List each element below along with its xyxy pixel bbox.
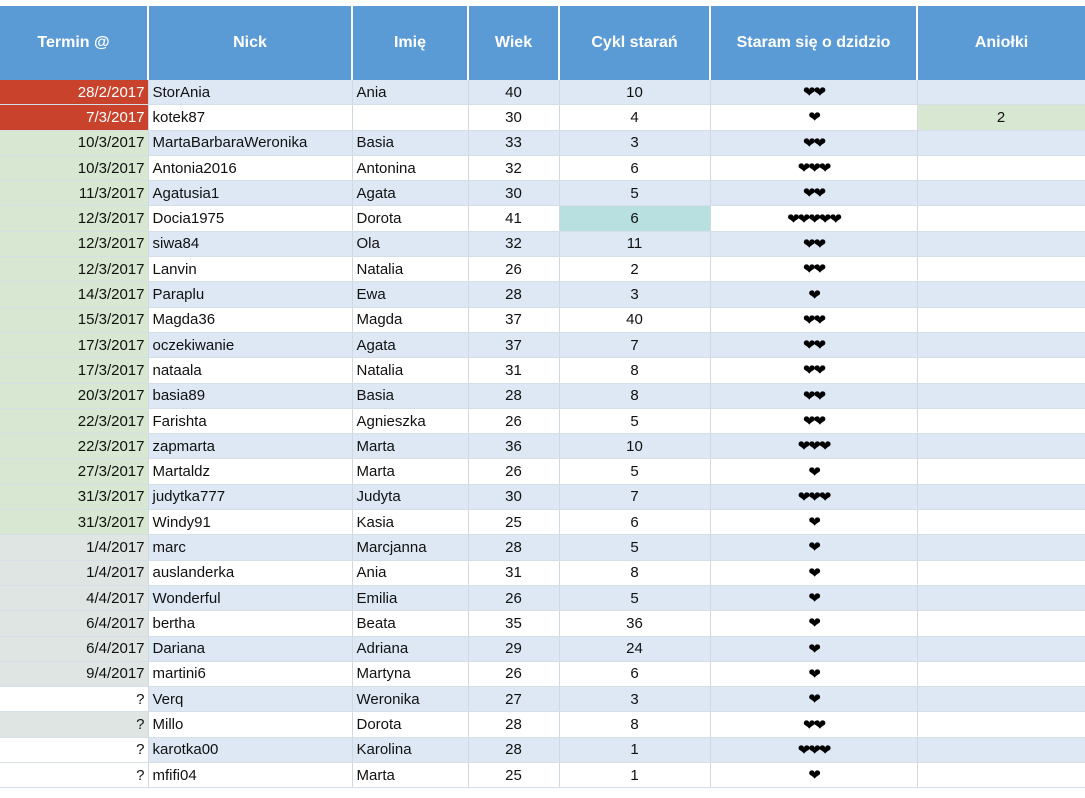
table-row (0, 560, 1085, 585)
termin-cell[interactable]: 7/3/2017 (0, 105, 148, 130)
nick-cell[interactable]: Lanvin (148, 257, 352, 282)
nick-cell[interactable]: Antonia2016 (148, 155, 352, 180)
imie-cell[interactable]: Agnieszka (352, 408, 468, 433)
cykl-cell[interactable]: 3 (559, 130, 710, 155)
header-nick[interactable]: Nick (148, 6, 352, 80)
wiek-cell[interactable]: 27 (468, 687, 559, 712)
wiek-cell[interactable]: 26 (468, 585, 559, 610)
cykl-cell[interactable]: 3 (559, 282, 710, 307)
termin-cell[interactable]: 17/3/2017 (0, 358, 148, 383)
aniolki-cell[interactable]: 2 (917, 105, 1085, 130)
hearts-cell[interactable]: ❤❤❤ (710, 737, 917, 762)
hearts-cell[interactable]: ❤❤❤ (710, 434, 917, 459)
nick-cell[interactable]: bertha (148, 611, 352, 636)
hearts-cell[interactable]: ❤ (710, 636, 917, 661)
aniolki-cell[interactable] (917, 763, 1085, 788)
cykl-cell[interactable]: 8 (559, 358, 710, 383)
aniolki-cell[interactable] (917, 257, 1085, 282)
termin-cell[interactable]: 12/3/2017 (0, 231, 148, 256)
nick-cell[interactable]: Dariana (148, 636, 352, 661)
table-row (0, 763, 1085, 788)
header-termin[interactable]: Termin @ (0, 6, 148, 80)
wiek-cell[interactable]: 28 (468, 535, 559, 560)
nick-cell[interactable]: Farishta (148, 408, 352, 433)
termin-cell[interactable]: 22/3/2017 (0, 408, 148, 433)
table-row (0, 535, 1085, 560)
aniolki-cell[interactable] (917, 434, 1085, 459)
hearts-cell[interactable]: ❤❤ (710, 130, 917, 155)
termin-cell[interactable]: 14/3/2017 (0, 282, 148, 307)
termin-cell[interactable]: 15/3/2017 (0, 307, 148, 332)
cykl-cell[interactable]: 6 (559, 661, 710, 686)
termin-cell[interactable]: 31/3/2017 (0, 510, 148, 535)
table-row (0, 282, 1085, 307)
table-row (0, 307, 1085, 332)
imie-cell[interactable]: Ewa (352, 282, 468, 307)
termin-cell[interactable]: 31/3/2017 (0, 484, 148, 509)
imie-cell[interactable]: Natalia (352, 358, 468, 383)
hearts-cell[interactable]: ❤❤ (710, 383, 917, 408)
imie-cell[interactable]: Marta (352, 434, 468, 459)
aniolki-cell[interactable] (917, 307, 1085, 332)
aniolki-cell[interactable] (917, 332, 1085, 357)
imie-cell[interactable]: Dorota (352, 206, 468, 231)
termin-cell[interactable]: ? (0, 737, 148, 762)
cykl-cell[interactable]: 5 (559, 408, 710, 433)
wiek-cell[interactable]: 37 (468, 332, 559, 357)
table-row (0, 737, 1085, 762)
imie-cell[interactable]: Agata (352, 181, 468, 206)
hearts-cell[interactable]: ❤ (710, 459, 917, 484)
termin-cell[interactable]: 1/4/2017 (0, 560, 148, 585)
cykl-cell[interactable]: 5 (559, 181, 710, 206)
imie-cell[interactable]: Marcjanna (352, 535, 468, 560)
cykl-cell[interactable]: 1 (559, 763, 710, 788)
wiek-cell[interactable]: 28 (468, 737, 559, 762)
nick-cell[interactable]: auslanderka (148, 560, 352, 585)
nick-cell[interactable]: marc (148, 535, 352, 560)
nick-cell[interactable]: judytka777 (148, 484, 352, 509)
cykl-cell[interactable]: 1 (559, 737, 710, 762)
wiek-cell[interactable]: 35 (468, 611, 559, 636)
imie-cell[interactable]: Agata (352, 332, 468, 357)
table-row (0, 712, 1085, 737)
header-staram-sie[interactable]: Staram się o dzidzio (710, 6, 917, 80)
wiek-cell[interactable]: 41 (468, 206, 559, 231)
termin-cell[interactable]: 20/3/2017 (0, 383, 148, 408)
cykl-cell[interactable]: 8 (559, 560, 710, 585)
imie-cell[interactable]: Basia (352, 130, 468, 155)
wiek-cell[interactable]: 26 (468, 408, 559, 433)
table-row (0, 408, 1085, 433)
hearts-cell[interactable]: ❤❤ (710, 257, 917, 282)
termin-cell[interactable]: 22/3/2017 (0, 434, 148, 459)
hearts-cell[interactable]: ❤ (710, 763, 917, 788)
nick-cell[interactable]: Docia1975 (148, 206, 352, 231)
imie-cell[interactable]: Adriana (352, 636, 468, 661)
aniolki-cell[interactable] (917, 712, 1085, 737)
hearts-cell[interactable]: ❤ (710, 282, 917, 307)
table-row (0, 231, 1085, 256)
header-wiek[interactable]: Wiek (468, 6, 559, 80)
cykl-cell[interactable]: 11 (559, 231, 710, 256)
nick-cell[interactable]: siwa84 (148, 231, 352, 256)
table-row (0, 585, 1085, 610)
aniolki-cell[interactable] (917, 181, 1085, 206)
table-row (0, 130, 1085, 155)
hearts-cell[interactable]: ❤ (710, 585, 917, 610)
cykl-cell[interactable]: 24 (559, 636, 710, 661)
imie-cell[interactable]: Beata (352, 611, 468, 636)
imie-cell[interactable]: Magda (352, 307, 468, 332)
wiek-cell[interactable]: 25 (468, 763, 559, 788)
hearts-cell[interactable]: ❤❤ (710, 231, 917, 256)
table-row (0, 636, 1085, 661)
nick-cell[interactable]: Wonderful (148, 585, 352, 610)
cykl-cell[interactable]: 3 (559, 687, 710, 712)
hearts-cell[interactable]: ❤ (710, 510, 917, 535)
aniolki-cell[interactable] (917, 737, 1085, 762)
termin-cell[interactable]: 4/4/2017 (0, 585, 148, 610)
wiek-cell[interactable]: 32 (468, 231, 559, 256)
hearts-cell[interactable]: ❤❤ (710, 712, 917, 737)
table-row (0, 332, 1085, 357)
nick-cell[interactable]: Magda36 (148, 307, 352, 332)
termin-cell[interactable]: 10/3/2017 (0, 130, 148, 155)
aniolki-cell[interactable] (917, 611, 1085, 636)
cykl-cell[interactable]: 5 (559, 459, 710, 484)
cykl-cell[interactable]: 2 (559, 257, 710, 282)
wiek-cell[interactable]: 40 (468, 80, 559, 105)
table-row (0, 257, 1085, 282)
hearts-cell[interactable]: ❤❤ (710, 307, 917, 332)
cykl-cell[interactable]: 5 (559, 535, 710, 560)
hearts-cell[interactable]: ❤ (710, 105, 917, 130)
hearts-cell[interactable]: ❤ (710, 687, 917, 712)
header-aniolki[interactable]: Aniołki (917, 6, 1085, 80)
imie-cell[interactable]: Ola (352, 231, 468, 256)
table-row (0, 155, 1085, 180)
wiek-cell[interactable]: 30 (468, 181, 559, 206)
members-table (0, 6, 1085, 788)
table-row (0, 80, 1085, 105)
wiek-cell[interactable]: 26 (468, 257, 559, 282)
table-row (0, 105, 1085, 130)
wiek-cell[interactable]: 26 (468, 661, 559, 686)
termin-cell[interactable]: 6/4/2017 (0, 611, 148, 636)
aniolki-cell[interactable] (917, 636, 1085, 661)
hearts-cell[interactable]: ❤ (710, 535, 917, 560)
hearts-cell[interactable]: ❤❤❤ (710, 155, 917, 180)
imie-cell[interactable]: Emilia (352, 585, 468, 610)
aniolki-cell[interactable] (917, 510, 1085, 535)
aniolki-cell[interactable] (917, 206, 1085, 231)
nick-cell[interactable]: Windy91 (148, 510, 352, 535)
cykl-cell[interactable]: 6 (559, 206, 710, 231)
nick-cell[interactable]: Millo (148, 712, 352, 737)
aniolki-cell[interactable] (917, 408, 1085, 433)
nick-cell[interactable]: StorAnia (148, 80, 352, 105)
termin-cell[interactable]: 10/3/2017 (0, 155, 148, 180)
cykl-cell[interactable]: 6 (559, 155, 710, 180)
header-cykl[interactable]: Cykl starań (559, 6, 710, 80)
aniolki-cell[interactable] (917, 282, 1085, 307)
hearts-cell[interactable]: ❤❤❤ (710, 484, 917, 509)
nick-cell[interactable]: basia89 (148, 383, 352, 408)
termin-cell[interactable]: 9/4/2017 (0, 661, 148, 686)
aniolki-cell[interactable] (917, 358, 1085, 383)
termin-cell[interactable]: ? (0, 687, 148, 712)
table-row (0, 484, 1085, 509)
wiek-cell[interactable]: 30 (468, 105, 559, 130)
nick-cell[interactable]: nataala (148, 358, 352, 383)
cykl-cell[interactable]: 7 (559, 332, 710, 357)
aniolki-cell[interactable] (917, 535, 1085, 560)
wiek-cell[interactable]: 28 (468, 712, 559, 737)
imie-cell[interactable]: Basia (352, 383, 468, 408)
nick-cell[interactable]: karotka00 (148, 737, 352, 762)
table-row (0, 510, 1085, 535)
cykl-cell[interactable]: 8 (559, 712, 710, 737)
imie-cell[interactable]: Natalia (352, 257, 468, 282)
hearts-cell[interactable]: ❤❤ (710, 80, 917, 105)
imie-cell[interactable]: Ania (352, 80, 468, 105)
imie-cell[interactable]: Marta (352, 459, 468, 484)
table-row (0, 434, 1085, 459)
wiek-cell[interactable]: 28 (468, 282, 559, 307)
cykl-cell[interactable]: 4 (559, 105, 710, 130)
nick-cell[interactable]: Verq (148, 687, 352, 712)
wiek-cell[interactable]: 30 (468, 484, 559, 509)
wiek-cell[interactable]: 37 (468, 307, 559, 332)
table-row (0, 181, 1085, 206)
aniolki-cell[interactable] (917, 155, 1085, 180)
wiek-cell[interactable]: 32 (468, 155, 559, 180)
wiek-cell[interactable]: 36 (468, 434, 559, 459)
aniolki-cell[interactable] (917, 130, 1085, 155)
wiek-cell[interactable]: 33 (468, 130, 559, 155)
cykl-cell[interactable]: 5 (559, 585, 710, 610)
cykl-cell[interactable]: 40 (559, 307, 710, 332)
cykl-cell[interactable]: 7 (559, 484, 710, 509)
imie-cell[interactable]: Dorota (352, 712, 468, 737)
wiek-cell[interactable]: 29 (468, 636, 559, 661)
imie-cell[interactable]: Antonina (352, 155, 468, 180)
nick-cell[interactable]: Agatusia1 (148, 181, 352, 206)
imie-cell[interactable]: Karolina (352, 737, 468, 762)
cykl-cell[interactable]: 8 (559, 383, 710, 408)
wiek-cell[interactable]: 25 (468, 510, 559, 535)
hearts-cell[interactable]: ❤ (710, 611, 917, 636)
table-row (0, 206, 1085, 231)
nick-cell[interactable]: mfifi04 (148, 763, 352, 788)
imie-cell[interactable]: Martyna (352, 661, 468, 686)
hearts-cell[interactable]: ❤ (710, 560, 917, 585)
hearts-cell[interactable]: ❤❤ (710, 181, 917, 206)
table-row (0, 358, 1085, 383)
nick-cell[interactable]: zapmarta (148, 434, 352, 459)
wiek-cell[interactable]: 26 (468, 459, 559, 484)
termin-cell[interactable]: 11/3/2017 (0, 181, 148, 206)
nick-cell[interactable]: Paraplu (148, 282, 352, 307)
termin-cell[interactable]: 28/2/2017 (0, 80, 148, 105)
table-row (0, 611, 1085, 636)
cykl-cell[interactable]: 10 (559, 80, 710, 105)
wiek-cell[interactable]: 28 (468, 383, 559, 408)
table-row (0, 661, 1085, 686)
aniolki-cell[interactable] (917, 484, 1085, 509)
table-row (0, 687, 1085, 712)
termin-cell[interactable]: 12/3/2017 (0, 206, 148, 231)
termin-cell[interactable]: 12/3/2017 (0, 257, 148, 282)
table-row (0, 383, 1085, 408)
aniolki-cell[interactable] (917, 383, 1085, 408)
header-row (0, 6, 1085, 80)
aniolki-cell[interactable] (917, 231, 1085, 256)
cykl-cell[interactable]: 6 (559, 510, 710, 535)
wiek-cell[interactable]: 31 (468, 560, 559, 585)
aniolki-cell[interactable] (917, 661, 1085, 686)
wiek-cell[interactable]: 31 (468, 358, 559, 383)
nick-cell[interactable]: martini6 (148, 661, 352, 686)
imie-cell[interactable]: Weronika (352, 687, 468, 712)
aniolki-cell[interactable] (917, 560, 1085, 585)
header-imie[interactable]: Imię (352, 6, 468, 80)
imie-cell[interactable]: Ania (352, 560, 468, 585)
nick-cell[interactable]: kotek87 (148, 105, 352, 130)
hearts-cell[interactable]: ❤ (710, 661, 917, 686)
aniolki-cell[interactable] (917, 585, 1085, 610)
imie-cell[interactable]: Kasia (352, 510, 468, 535)
imie-cell[interactable]: Judyta (352, 484, 468, 509)
termin-cell[interactable]: ? (0, 763, 148, 788)
hearts-cell[interactable]: ❤❤❤❤❤ (710, 206, 917, 231)
nick-cell[interactable]: Martaldz (148, 459, 352, 484)
cykl-cell[interactable]: 10 (559, 434, 710, 459)
termin-cell[interactable]: 27/3/2017 (0, 459, 148, 484)
aniolki-cell[interactable] (917, 459, 1085, 484)
hearts-cell[interactable]: ❤❤ (710, 358, 917, 383)
termin-cell[interactable]: 6/4/2017 (0, 636, 148, 661)
imie-cell[interactable]: Marta (352, 763, 468, 788)
hearts-cell[interactable]: ❤❤ (710, 408, 917, 433)
cykl-cell[interactable]: 36 (559, 611, 710, 636)
nick-cell[interactable]: oczekiwanie (148, 332, 352, 357)
termin-cell[interactable]: ? (0, 712, 148, 737)
aniolki-cell[interactable] (917, 80, 1085, 105)
termin-cell[interactable]: 1/4/2017 (0, 535, 148, 560)
imie-cell[interactable] (352, 105, 468, 130)
hearts-cell[interactable]: ❤❤ (710, 332, 917, 357)
aniolki-cell[interactable] (917, 687, 1085, 712)
nick-cell[interactable]: MartaBarbaraWeronika (148, 130, 352, 155)
termin-cell[interactable]: 17/3/2017 (0, 332, 148, 357)
table-row (0, 459, 1085, 484)
